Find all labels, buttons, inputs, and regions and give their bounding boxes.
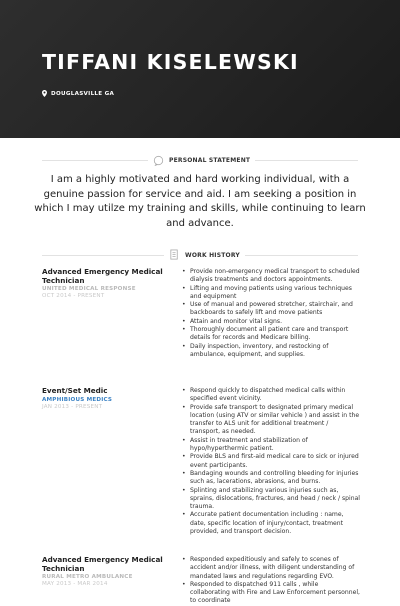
location-text: DOUGLASVILLE GA (51, 90, 115, 97)
job-dates: MAY 2013 - MAR 2014 (42, 581, 108, 587)
duty-item: • Thoroughly document all patient care and transport details for records and Medicare billing. (182, 326, 360, 343)
duty-item: • Respond quickly to dispatched medical calls within specified event vicinity. (182, 387, 360, 404)
job-dates: JAN 2013 - PRESENT (42, 403, 103, 410)
statement-heading-label: PERSONAL STATEMENT (169, 156, 251, 164)
duty-item: • Attain and monitor vital signs. (182, 318, 360, 326)
statement-heading (0, 153, 400, 167)
work-history-heading (0, 248, 400, 262)
duty-item: • Daily inspection, inventory, and restocking of ambulance, equipment, and supplies. (182, 343, 360, 360)
duty-item: • Accurate patient documentation including : name, date, specific location of injury/contact, treatment provided, and transport decision. (182, 511, 360, 536)
job-meta (42, 556, 167, 588)
duty-item: • Provide BLS and first-aid medical care to sick or injured event participants. (182, 453, 360, 470)
duty-item: • Responded expeditiously and safely to scenes of accident and/or illness, with diligent understanding of mandated laws and regulations regarding EVO. (182, 556, 360, 581)
work-history-heading-wrap (0, 248, 400, 262)
duty-item: • Provide non-emergency medical transport to scheduled dialysis treatments and doctors appointments. (182, 268, 360, 285)
job-title: Event/Set Medic (42, 386, 108, 395)
candidate-name: TIFFANI KISELEWSKI (42, 50, 299, 74)
job-title: Advanced Emergency Medical Technician (42, 267, 163, 285)
job-duties (182, 387, 360, 536)
job-meta (42, 268, 167, 300)
work-history-heading-label: WORK HISTORY (185, 251, 240, 259)
duty-item: • Provide safe transport to designated primary medical location (using ATV or similar vehicle ) and assist in the transfer to ALS unit for additional treatment / transport, as needed. (182, 404, 360, 437)
location-pin-icon (42, 90, 47, 97)
resume-header (0, 0, 400, 138)
job-company: UNITED MEDICAL RESPONSE (42, 286, 136, 292)
job-duties (182, 556, 360, 606)
duty-item: • Splinting and stabilizing various injuries such as, sprains, dislocations, fractures, and head / neck / spinal trauma. (182, 487, 360, 512)
job-dates: OCT 2014 - PRESENT (42, 293, 105, 299)
job-company: RURAL METRO AMBULANCE (42, 574, 133, 580)
job-company: AMPHIBIOUS MEDICS (42, 396, 113, 403)
job-duties (182, 268, 360, 359)
duty-item: • Use of manual and powered stretcher, stairchair, and backboards to safely lift and move patients (182, 301, 360, 318)
statement-text: I am a highly motivated and hard working individual, with a genuine passion for service and aid. I am seeking a position in which I may utilze my training and skills, while continuing to learn and advance. (34, 174, 366, 229)
job-title: Advanced Emergency Medical Technician (42, 555, 163, 573)
document-icon (169, 249, 180, 261)
speech-bubble-icon (153, 155, 164, 166)
personal-statement-section (0, 153, 400, 231)
location-line (42, 90, 114, 97)
duty-item: • Assist in treatment and stabilization of hypo/hyperthermic patient. (182, 437, 360, 454)
job-meta (42, 387, 167, 411)
duty-item: • Responded to dispatched 911 calls , while collaborating with Fire and Law Enforcement personnel, to coordinate (182, 581, 360, 606)
duty-item: • Bandaging wounds and controlling bleeding for injuries such as, lacerations, abrasions, and burns. (182, 470, 360, 487)
duty-item: • Lifting and moving patients using various techniques and equipment (182, 285, 360, 302)
